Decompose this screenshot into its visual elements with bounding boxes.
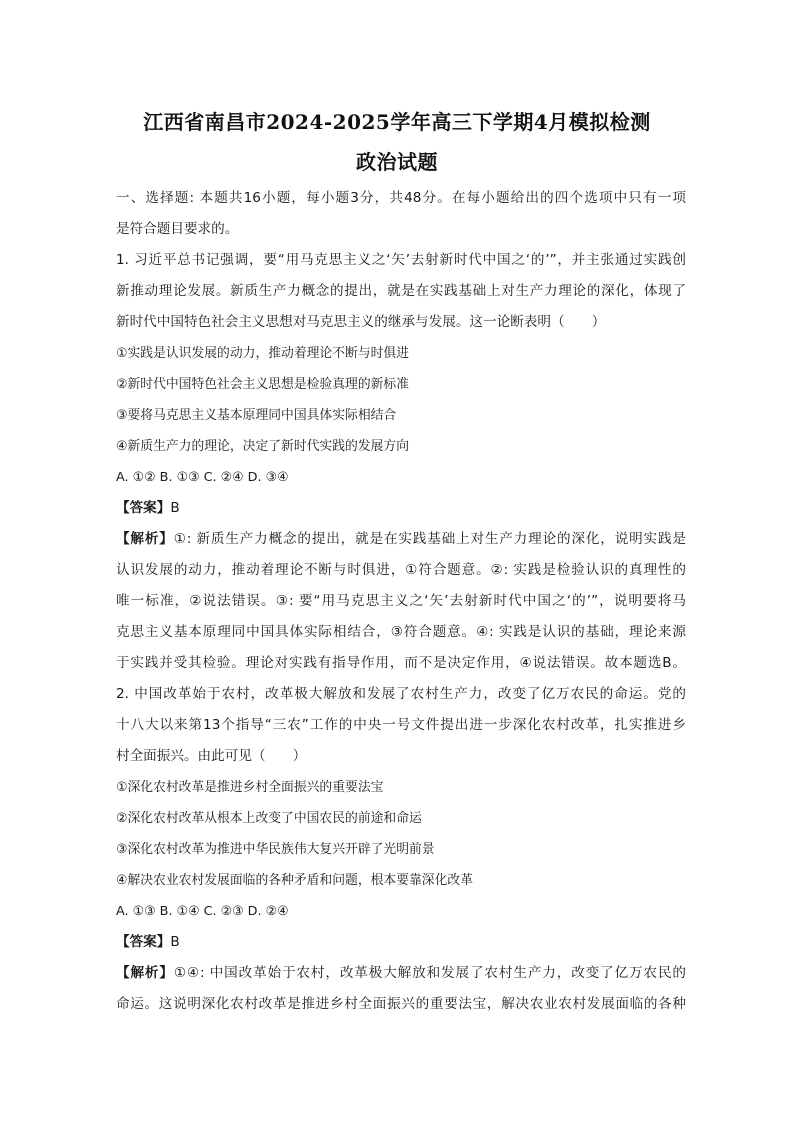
answer-value: B [170, 934, 180, 950]
question-stem: 村全面振兴。由此可见（ ） [116, 748, 307, 764]
analysis-text: 于实践并受其检验。理论对实践有指导作用，而不是决定作用，④说法错误。故本题选B。 [116, 655, 686, 671]
analysis-text: ①④: 中国改革始于农村，改革极大解放和发展了农村生产力，改变了亿万农民的 [173, 965, 686, 981]
answer-value: B [170, 500, 180, 516]
answer-label: 【答案】 [116, 500, 171, 516]
answer-label: 【答案】 [116, 934, 171, 950]
analysis-line [116, 958, 686, 989]
question-option: ④新质生产力的理论，决定了新时代实践的发展方向 [116, 439, 410, 454]
question-stem: 2. 中国改革始于农村，改革极大解放和发展了农村生产力，改变了亿万农民的命运。党的 [116, 686, 686, 702]
analysis-text: 认识发展的动力，推动着理论不断与时俱进，①符合题意。②: 实践是检验认识的真理性的 [116, 562, 686, 578]
analysis-text: 唯一标准，②说法错误。③: 要“用马克思主义之‘矢’去射新时代中国之‘的’”，说明要将马 [116, 593, 686, 609]
section-instruction: 是符合题目要求的。 [116, 221, 239, 237]
question-option: ②新时代中国特色社会主义思想是检验真理的新标准 [116, 377, 410, 392]
analysis-text: ①: 新质生产力概念的提出，就是在实践基础上对生产力理论的深化，说明实践是 [173, 531, 687, 547]
answer-line [116, 493, 686, 524]
analysis-label: 【解析】 [116, 965, 174, 981]
question-option: ①实践是认识发展的动力，推动着理论不断与时俱进 [116, 346, 410, 361]
question-stem: 新时代中国特色社会主义思想对马克思主义的继承与发展。这一论断表明（ ） [116, 314, 606, 330]
question-option: ③要将马克思主义基本原理同中国具体实际相结合 [116, 408, 397, 423]
question-option: ④解决农业农村发展面临的各种矛盾和问题，根本要靠深化改革 [116, 873, 473, 888]
analysis-text: 命运。这说明深化农村改革是推进乡村全面振兴的重要法宝，解决农业农村发展面临的各种 [116, 996, 686, 1012]
question-stem: 新推动理论发展。新质生产力概念的提出，就是在实践基础上对生产力理论的深化，体现了 [116, 283, 686, 299]
question-stem: 1. 习近平总书记强调，要“用马克思主义之‘矢’去射新时代中国之‘的’”，并主张通过实践创 [116, 252, 686, 268]
document-body [116, 183, 686, 1020]
answer-choices: A. ①③ B. ①④ C. ②③ D. ②④ [116, 904, 289, 919]
section-instruction: 一、选择题: 本题共16小题，每小题3分，共48分。在每小题给出的四个选项中只有一项 [116, 190, 686, 206]
question-option: ③深化农村改革为推进中华民族伟大复兴开辟了光明前景 [116, 842, 435, 857]
document-subtitle: 政治试题 [356, 150, 438, 174]
analysis-text: 克思主义基本原理同中国具体实际相结合，③符合题意。④: 实践是认识的基础，理论来源 [116, 624, 686, 640]
answer-line [116, 927, 686, 958]
question-option: ②深化农村改革从根本上改变了中国农民的前途和命运 [116, 811, 422, 826]
question-option: ①深化农村改革是推进乡村全面振兴的重要法宝 [116, 780, 384, 795]
analysis-label: 【解析】 [116, 531, 174, 547]
answer-choices: A. ①② B. ①③ C. ②④ D. ③④ [116, 470, 289, 485]
analysis-line [116, 524, 686, 555]
question-stem: 十八大以来第13个指导“三农”工作的中央一号文件提出进一步深化农村改革，扎实推进乡 [116, 717, 686, 733]
document-title: 江西省南昌市2024-2025学年高三下学期4月模拟检测 [143, 110, 651, 134]
